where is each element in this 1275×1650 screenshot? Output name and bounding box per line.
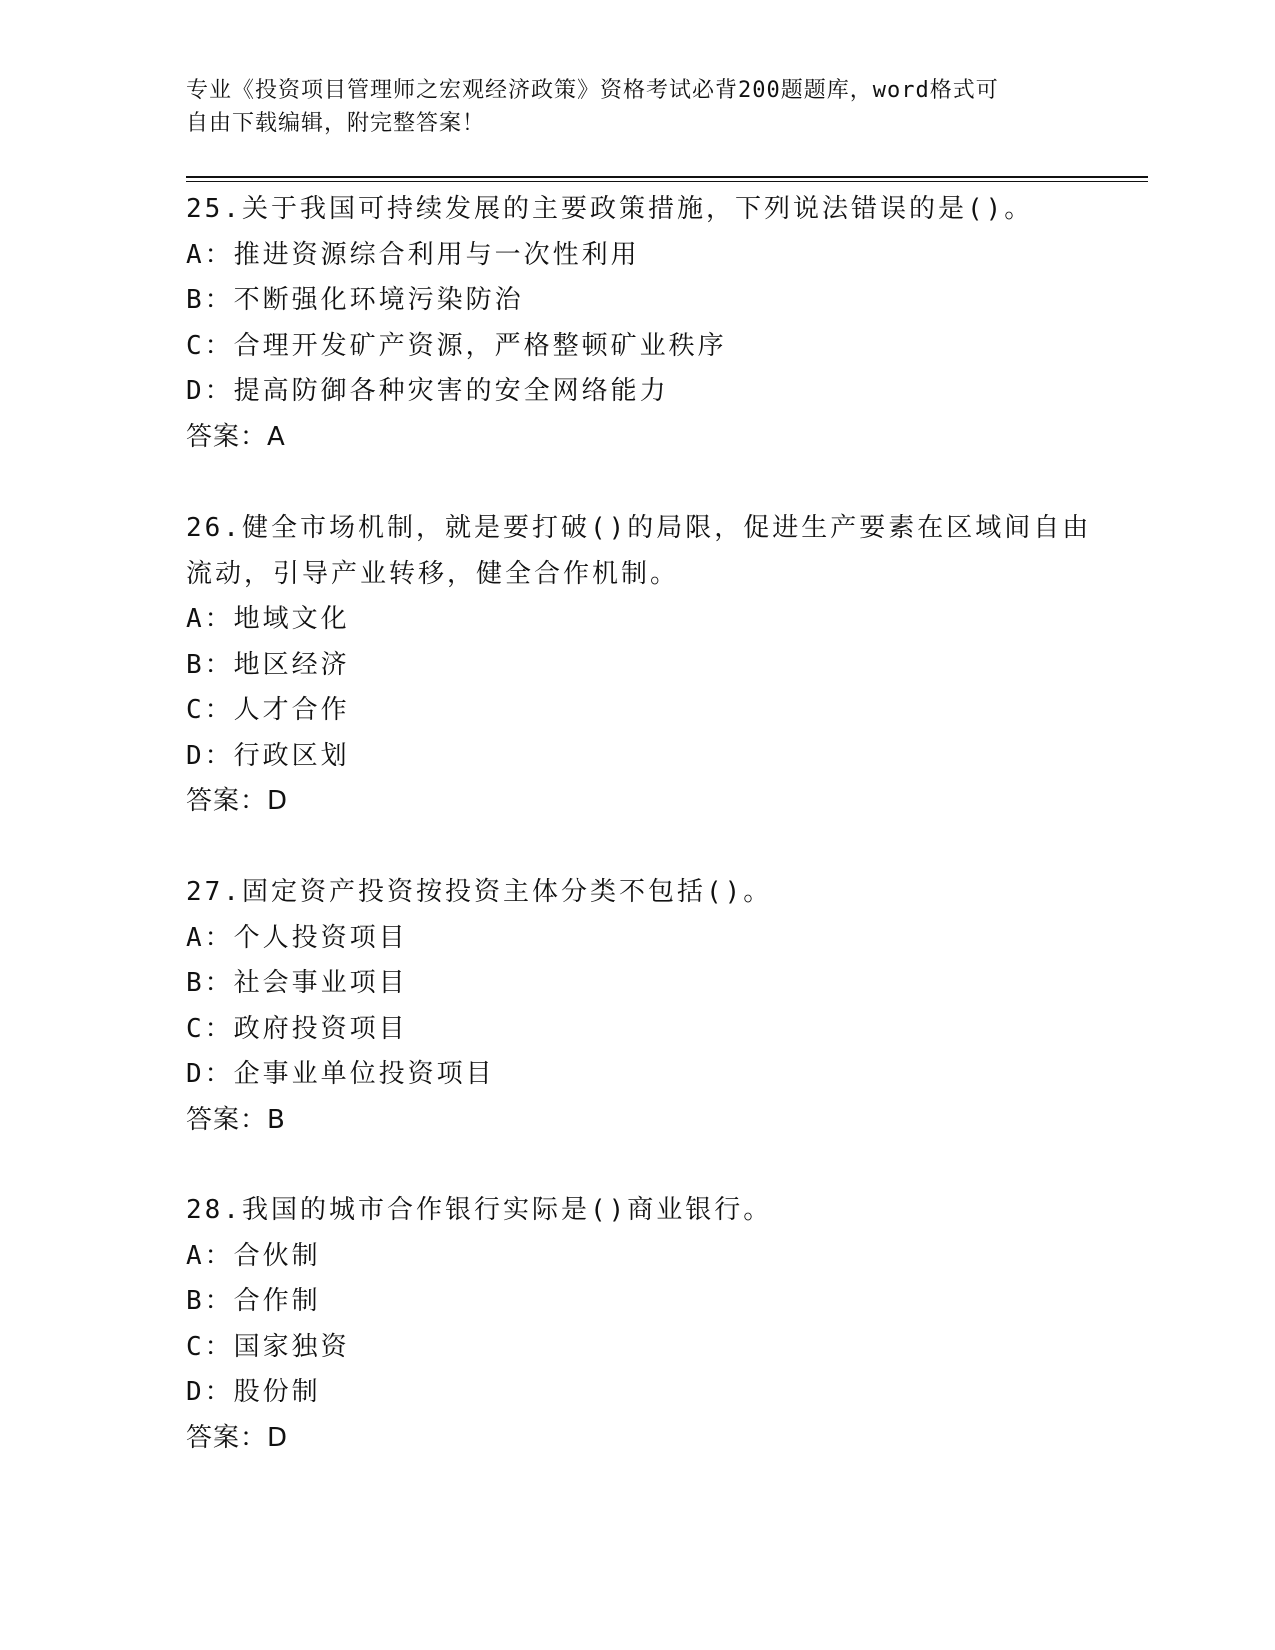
answer-label: 答案：B <box>186 1104 286 1135</box>
option-b: B：地区经济 <box>186 649 350 680</box>
option-a: A：地域文化 <box>186 604 350 634</box>
option-b: B：不断强化环境污染防治 <box>186 285 524 315</box>
option-c: C：人才合作 <box>186 695 350 725</box>
answer-label: 答案：D <box>186 786 289 816</box>
option-b: B：社会事业项目 <box>186 968 408 998</box>
option-d: D：企事业单位投资项目 <box>186 1059 495 1089</box>
question-stem: 26.健全市场机制，就是要打破()的局限，促进生产要素在区域间自由 <box>186 513 1092 543</box>
header-divider-thick <box>186 176 1148 178</box>
option-d: D：行政区划 <box>186 740 350 771</box>
question-stem-continued: 流动，引导产业转移，健全合作机制。 <box>186 558 680 589</box>
question-25 <box>186 187 1086 460</box>
question-stem: 25.关于我国可持续发展的主要政策措施，下列说法错误的是()。 <box>186 194 1034 224</box>
option-c: C：合理开发矿产资源，严格整顿矿业秩序 <box>186 330 727 361</box>
question-27 <box>186 870 1086 1143</box>
document-header <box>186 74 1086 140</box>
option-c: C：国家独资 <box>186 1331 350 1362</box>
question-stem: 27.固定资产投资按投资主体分类不包括()。 <box>186 877 773 907</box>
option-a: A：合伙制 <box>186 1240 321 1271</box>
option-b: B：合作制 <box>186 1286 321 1316</box>
option-a: A：推进资源综合利用与一次性利用 <box>186 239 640 270</box>
option-d: D：提高防御各种灾害的安全网络能力 <box>186 376 669 406</box>
option-a: A：个人投资项目 <box>186 922 408 953</box>
option-c: C：政府投资项目 <box>186 1013 408 1044</box>
header-line-1: 专业《投资项目管理师之宏观经济政策》资格考试必背200题题库，word格式可 <box>186 78 999 103</box>
answer-label: 答案：A <box>186 421 286 452</box>
header-divider-thin <box>186 181 1148 182</box>
header-line-2: 自由下载编辑，附完整答案！ <box>186 111 486 136</box>
question-stem: 28.我国的城市合作银行实际是()商业银行。 <box>186 1195 773 1225</box>
question-28 <box>186 1188 1086 1461</box>
question-26 <box>186 506 1092 825</box>
answer-label: 答案：D <box>186 1422 289 1453</box>
option-d: D：股份制 <box>186 1377 321 1407</box>
